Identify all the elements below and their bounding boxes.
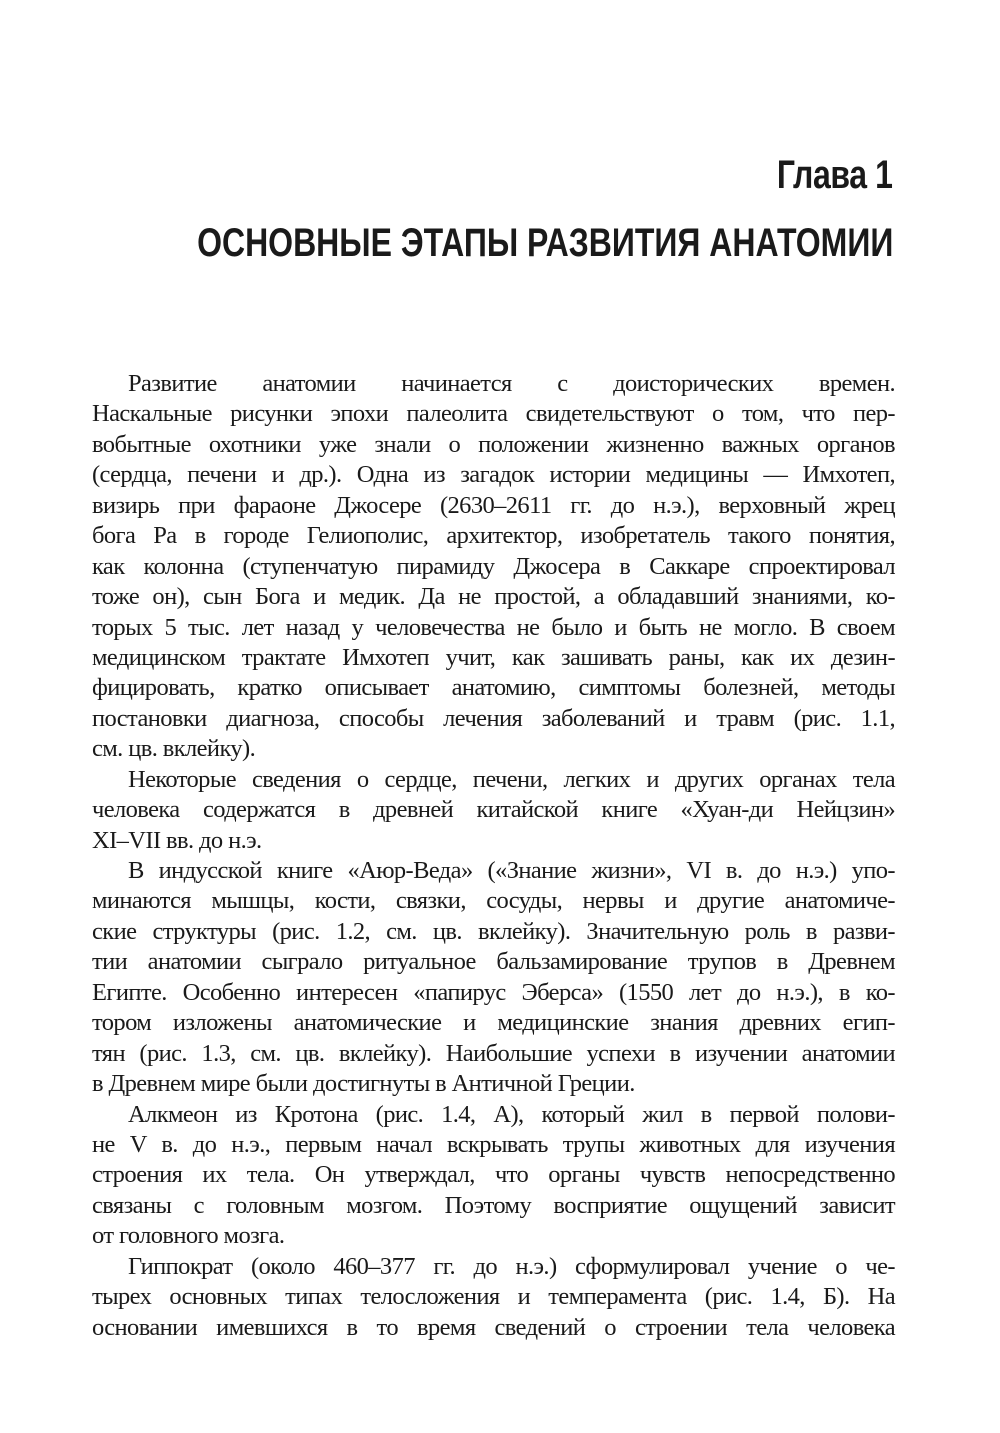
- text-line: человека содержатся в древней китайской книге «Хуан-ди Нейцзин»: [92, 796, 895, 824]
- text-line: связаны с головным мозгом. Поэтому восприятие ощущений зависит: [92, 1191, 895, 1219]
- text-line: торых 5 тыс. лет назад у человечества не было и быть не могло. В своем: [92, 613, 895, 641]
- text-line: см. цв. вклейку).: [92, 735, 256, 763]
- text-line: Египте. Особенно интересен «папирус Эберса» (1550 лет до н.э.), в ко-: [92, 978, 895, 1006]
- text-line: минаются мышцы, кости, связки, сосуды, нервы и другие анатомиче-: [92, 887, 895, 915]
- text-line: фицировать, кратко описывает анатомию, симптомы болезней, методы: [92, 674, 895, 702]
- text-line: визирь при фараоне Джосере (2630–2611 гг. до н.э.), верховный жрец: [92, 491, 895, 519]
- text-line: основании имевшихся в то время сведений о строении тела человека: [92, 1313, 895, 1341]
- text-line: не V в. до н.э., первым начал вскрывать трупы животных для изучения: [92, 1130, 895, 1158]
- text-line: XI–VII вв. до н.э.: [92, 826, 262, 854]
- text-line: как колонна (ступенчатую пирамиду Джосера в Саккаре спроектировал: [92, 552, 895, 580]
- text-line: Развитие анатомии начинается с доисторических времен.: [128, 370, 895, 397]
- text-line: Алкмеон из Кротона (рис. 1.4, А), который жил в первой полови-: [128, 1100, 895, 1128]
- text-line: тоже он), сын Бога и медик. Да не простой, а обладавший знаниями, ко-: [92, 583, 895, 611]
- text-line: тии анатомии сыграло ритуальное бальзамирование трупов в Древнем: [92, 948, 895, 976]
- text-line: от головного мозга.: [92, 1222, 285, 1250]
- text-line: строения их тела. Он утверждал, что органы чувств непосредственно: [92, 1161, 895, 1189]
- chapter-title: ОСНОВНЫЕ ЭТАПЫ РАЗВИТИЯ АНАТОМИИ: [196, 221, 893, 265]
- text-line: тырех основных типах телосложения и темперамента (рис. 1.4, Б). На: [92, 1283, 895, 1311]
- body-text: [92, 369, 895, 1343]
- text-line: ские структуры (рис. 1.2, см. цв. вклейку). Значительную роль в разви-: [92, 917, 895, 945]
- text-line: тян (рис. 1.3, см. цв. вклейку). Наибольшие успехи в изучении анатомии: [92, 1039, 895, 1067]
- text-line: Гиппократ (около 460–377 гг. до н.э.) сформулировал учение о че-: [128, 1252, 895, 1280]
- text-line: в Древнем мире были достигнуты в Античной Греции.: [92, 1070, 635, 1098]
- text-line: В индусской книге «Аюр-Веда» («Знание жизни», VI в. до н.э.) упо-: [128, 857, 895, 884]
- text-line: постановки диагноза, способы лечения заболеваний и травм (рис. 1.1,: [92, 704, 895, 732]
- text-line: медицинском трактате Имхотеп учит, как зашивать раны, как их дезин-: [92, 643, 895, 671]
- text-line: тором изложены анатомические и медицинские знания древних егип-: [92, 1009, 895, 1037]
- text-line: бога Ра в городе Гелиополис, архитектор, изобретатель такого понятия,: [92, 522, 895, 550]
- text-line: Некоторые сведения о сердце, печени, легких и других органах тела: [128, 765, 895, 793]
- text-line: вобытные охотники уже знали о положении жизненно важных органов: [92, 430, 895, 458]
- text-line: (сердца, печени и др.). Одна из загадок истории медицины — Имхотеп,: [92, 461, 895, 489]
- text-line: Наскальные рисунки эпохи палеолита свидетельствуют о том, что пер-: [92, 400, 895, 428]
- chapter-label: Глава 1: [777, 153, 893, 197]
